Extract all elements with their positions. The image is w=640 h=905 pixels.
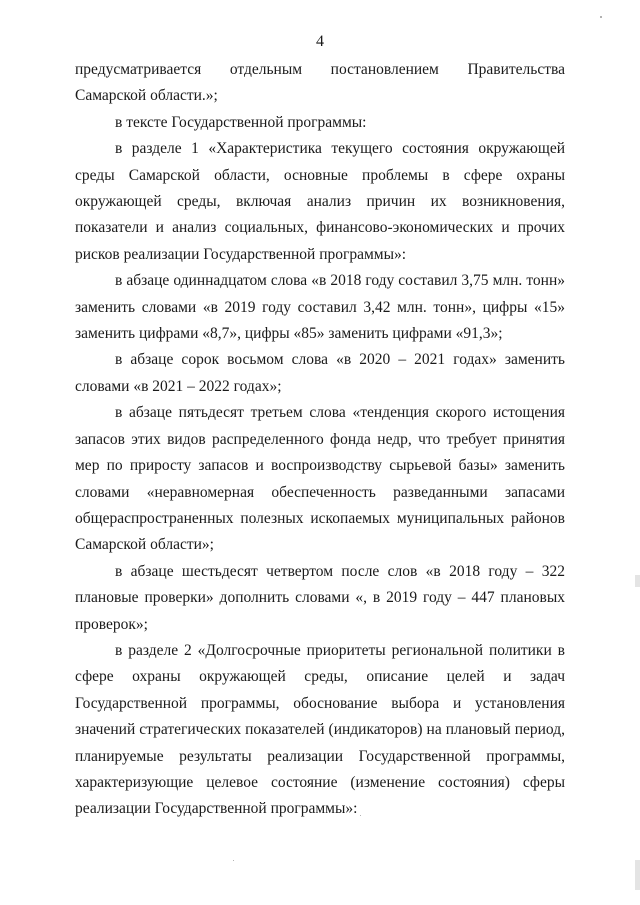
paragraph-abzac-53: в абзаце пятьдесят третьем слова «тенденция скорого истощения запасов этих видов распределенного фонда недр, что требует принятия мер по приросту запасов и воспроизводству сырьевой базы» заменить словами «неравномерная обеспеченность разведанными запасами общераспространенных полезных ископаемых муниципальных районов Самарской области»;	[75, 404, 565, 554]
paragraph-program-text: в тексте Государственной программы:	[115, 113, 367, 131]
paragraph-section-1: в разделе 1 «Характеристика текущего состояния окружающей среды Самарской области, основные проблемы в сфере охраны окружающей среды, включая анализ причин их возникновения, показатели и анализ социальных, финансово-экономических и прочих рисков реализации Государственной программы»:	[75, 140, 565, 263]
document-body	[75, 57, 565, 823]
paragraph-abzac-11: в абзаце одиннадцатом слова «в 2018 году составил 3,75 млн. тонн» заменить словами «в 2019 году составил 3,42 млн. тонн», цифры «15» заменить цифрами «8,7», цифры «85» заменить цифрами «91,3»;	[75, 272, 565, 343]
scan-speck	[360, 815, 361, 816]
scan-edge-mark	[635, 575, 640, 587]
paragraph-continuation: предусматривается отдельным постановлением Правительства Самарской области.»;	[75, 61, 565, 105]
scan-speck	[233, 860, 234, 861]
page-number: 4	[316, 33, 324, 50]
scan-edge-mark	[635, 860, 640, 890]
scan-speck	[600, 16, 602, 18]
paragraph-abzac-48: в абзаце сорок восьмом слова «в 2020 – 2021 годах» заменить словами «в 2021 – 2022 годах»;	[75, 351, 565, 395]
paragraph-section-2: в разделе 2 «Долгосрочные приоритеты региональной политики в сфере охраны окружающей среды, описание целей и задач Государственной программы, обоснование выбора и установления значений стратегических показателей (индикаторов) на плановый период, планируемые результаты реализации Государственной программы, характеризующие целевое состояние (изменение состояния) сферы реализации Государственной программы»:	[75, 641, 565, 818]
paragraph-abzac-64: в абзаце шестьдесят четвертом после слов «в 2018 году – 322 плановые проверки» дополнить словами «, в 2019 году – 447 плановых проверок»;	[75, 562, 565, 633]
